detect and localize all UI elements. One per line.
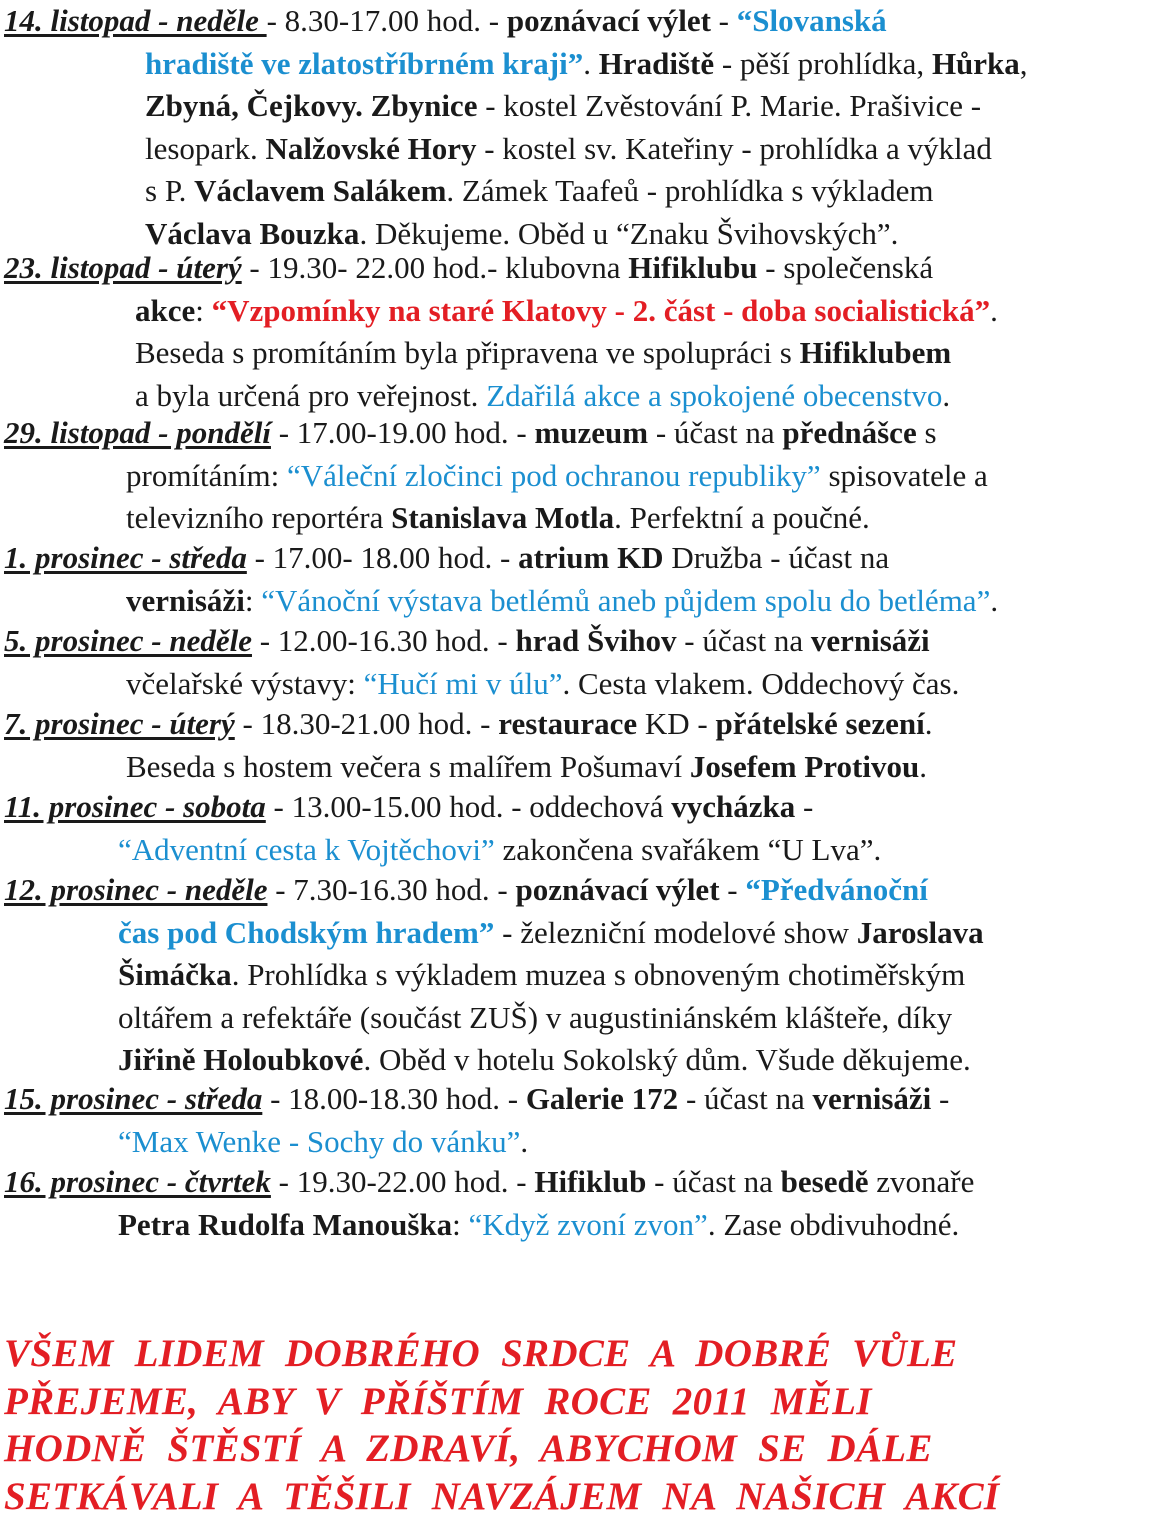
event-text: - kostel sv. Kateřiny - prohlídka a výklad [476,130,992,166]
event-text: . [990,292,998,328]
event-line [0,1161,974,1204]
event-entry [0,412,988,540]
event-line [0,247,998,290]
event-entry [0,786,881,871]
event-keyword: vernisáži [126,582,245,618]
event-date: 16. prosinec - čtvrtek [4,1164,271,1199]
event-line [0,580,998,623]
event-keyword: poznávací výlet [515,872,720,907]
event-line [0,455,988,498]
event-text: - [931,1081,950,1116]
event-keyword: Hifiklubu [628,250,758,285]
event-line [0,0,1028,43]
event-keyword: akce [135,292,196,328]
event-line [0,1204,974,1247]
event-keyword: Šimáčka [118,957,232,993]
event-text: - [795,789,814,824]
event-line [0,1078,949,1121]
event-date: 12. prosinec - neděle [4,872,268,907]
event-text: . Cesta vlakem. Oddechový čas. [562,665,960,701]
event-line [0,1039,984,1082]
event-keyword: Petra Rudolfa Manouška [118,1206,453,1242]
event-title: “Vánoční výstava betlémů aneb půjdem spolu do betléma” [261,582,991,618]
event-text: oltářem a refektáře (součást ZUŠ) v augustiniánském klášteře, díky [118,999,953,1035]
event-line [0,954,984,997]
event-line [0,1121,949,1164]
event-text: . Oběd v hotelu Sokolský dům. Všude děkujeme. [363,1042,971,1078]
event-line [0,412,988,455]
event-text: zvonaře [868,1164,975,1199]
event-line [0,375,998,418]
event-text: . [919,748,927,784]
event-line [0,332,998,375]
event-entry [0,1161,974,1246]
event-keyword: Hradiště [598,45,715,81]
event-line [0,497,988,540]
event-text: Beseda s hostem večera s malířem Pošumaví [126,748,690,784]
event-keyword: Josefem Protivou [689,748,920,784]
event-line [0,869,984,912]
event-text: s P. [145,173,195,209]
event-date: 11. prosinec - sobota [4,789,266,824]
event-text: promítáním: [126,457,288,493]
event-title: Zdařilá akce a spokojené obecenstvo [486,377,943,413]
event-title: “Adventní cesta k Vojtěchovi” [118,831,495,867]
event-text: : [195,292,212,328]
event-keyword: Galerie 172 [525,1081,679,1116]
event-text: - [719,872,746,907]
event-date: 7. prosinec - úterý [4,706,235,741]
event-text: televizního reportéra [126,500,392,536]
event-text: - 17.00-19.00 hod. - [270,415,535,450]
event-text: . [942,377,951,413]
event-date: 29. listopad - pondělí [4,415,271,450]
event-line [0,663,959,706]
event-keyword: poznávací výlet [506,3,711,38]
event-keyword: vernisáži [810,623,930,658]
event-keyword: Zbyná, Čejkovy. Zbynice [145,88,478,124]
event-text: - 7.30-16.30 hod. - [267,872,516,907]
event-text: . Zámek Taafeů - prohlídka s výkladem [446,173,934,209]
event-keyword: Jaroslava [856,914,984,950]
event-text: zakončena svařákem “U Lva”. [494,831,882,867]
event-text: - účast na [678,1081,813,1116]
event-title: “Když zvoní zvon” [468,1206,708,1242]
event-line [0,85,1028,128]
event-text: - společenská [757,250,934,285]
event-line [0,537,998,580]
event-line [0,786,881,829]
event-keyword: Hůrka [931,45,1020,81]
event-text: . [583,45,599,81]
event-text: Družba - účast na [663,540,890,575]
event-keyword: vycházka [671,789,796,824]
event-text: včelařské výstavy: [126,665,364,701]
event-text: : [244,582,262,618]
event-text: . [990,582,999,618]
event-text: - železniční modelové show [494,914,857,950]
event-entry [0,620,959,705]
event-keyword: Jiřině Holoubkové [118,1042,364,1078]
closing-line-4: SETKÁVALI A TĚŠILI NAVZÁJEM NA NAŠICH AKCÍ [4,1474,1000,1518]
event-line [0,912,984,955]
event-line [0,170,1028,213]
event-entry [0,703,932,788]
event-title: “Váleční zločinci pod ochranou republiky” [287,457,821,493]
closing-greeting [4,1330,1144,1520]
event-date: 1. prosinec - středa [4,540,247,575]
event-keyword: přednášce [782,415,917,450]
event-text: - účast na [646,1164,781,1199]
event-keyword: Nalžovské Hory [265,130,477,166]
event-text: Beseda s promítáním byla připravena ve spolupráci s [135,335,800,371]
event-keyword: Václava Bouzka [145,215,360,251]
event-text: : [452,1206,469,1242]
event-keyword: Hifiklub [534,1164,647,1199]
event-keyword: atrium KD [518,540,664,575]
event-text: . [520,1123,529,1159]
event-text: - kostel Zvěstování P. Marie. Prašivice - [477,88,982,124]
event-keyword: Stanislava Motla [391,500,615,536]
event-text: - 12.00-16.30 hod. - [251,623,516,658]
event-text: a byla určená pro veřejnost. [135,377,487,413]
event-title: “Předvánoční [745,872,928,907]
event-date: 14. listopad - neděle [4,3,267,38]
event-date: 5. prosinec - neděle [4,623,252,658]
event-title: “Hučí mi v úlu” [363,665,563,701]
event-keyword: besedě [780,1164,869,1199]
event-text: - [710,3,737,38]
event-text: - 19.30-22.00 hod. - [270,1164,535,1199]
event-entry [0,0,1028,256]
event-entry [0,1078,949,1163]
event-entry [0,247,998,417]
event-keyword: Hifiklubem [799,335,952,371]
event-keyword: muzeum [534,415,649,450]
event-text: . Perfektní a poučné. [614,500,870,536]
event-title: hradiště ve zlatostříbrném kraji” [145,45,584,81]
closing-line-3: HODNĚ ŠTĚSTÍ A ZDRAVÍ, ABYCHOM SE DÁLE [4,1427,933,1470]
event-text: KD - [637,706,716,741]
event-entry [0,537,998,622]
event-text: . Zase obdivuhodné. [707,1206,960,1242]
event-line [0,43,1028,86]
event-text: . Prohlídka s výkladem muzea s obnoveným chotiměřským [231,957,966,993]
event-keyword: hrad Švihov [515,623,677,658]
event-line [0,128,1028,171]
event-text: s [916,415,937,450]
event-text: - 18.30-21.00 hod. - [234,706,499,741]
event-text: - 17.00- 18.00 hod. - [246,540,519,575]
event-title: “Vzpomínky na staré Klatovy - 2. část - doba socialistická” [211,292,991,328]
event-keyword: restaurace [498,706,638,741]
event-text: . [924,706,933,741]
event-text: spisovatele a [820,457,988,493]
event-title: “Slovanská [736,3,887,38]
event-line [0,620,959,663]
event-text: - pěší prohlídka, [714,45,932,81]
event-keyword: vernisáži [812,1081,932,1116]
event-line [0,290,998,333]
event-text: - 18.00-18.30 hod. - [262,1081,526,1116]
event-line [0,997,984,1040]
event-text: - 19.30- 22.00 hod.- klubovna [241,250,629,285]
closing-line-1: VŠEM LIDEM DOBRÉHO SRDCE A DOBRÉ VŮLE [4,1332,958,1375]
event-title: čas pod Chodským hradem” [118,914,495,950]
event-date: 23. listopad - úterý [4,250,242,285]
event-text: - 8.30-17.00 hod. - [266,3,507,38]
event-line [0,746,932,789]
event-line [0,829,881,872]
event-text: . Děkujeme. Oběd u “Znaku Švihovských”. [359,215,899,251]
event-text: - účast na [648,415,783,450]
event-text: , [1019,45,1028,81]
event-text: - 13.00-15.00 hod. - oddechová [265,789,672,824]
event-keyword: Václavem Salákem [194,173,447,209]
event-title: “Max Wenke - Sochy do vánku” [118,1123,521,1159]
closing-line-2: PŘEJEME, ABY V PŘÍŠTÍM ROCE 2011 MĚLI [4,1379,872,1423]
event-entry [0,869,984,1082]
event-date: 15. prosinec - středa [4,1081,263,1116]
event-line [0,703,932,746]
event-text: lesopark. [145,130,266,166]
event-text: - účast na [676,623,811,658]
event-keyword: přátelské sezení [715,706,925,741]
